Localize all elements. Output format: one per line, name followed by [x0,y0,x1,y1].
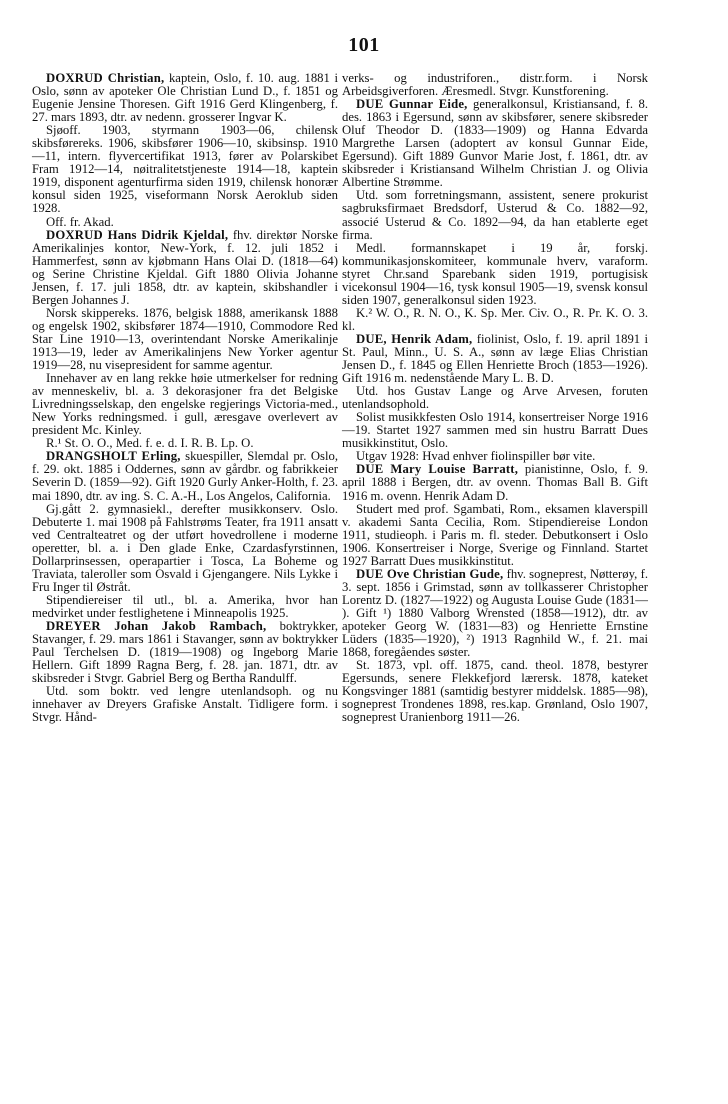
entry-text: skuespiller, Slemdal pr. Oslo, f. 29. okt. 1885 i Oddernes, sønn av gårdbr. og fabrikkeier Severin D. (1859—92). Gift 1920 Gurly Anker-Holth, f. 23. mai 1890, dtr. av ing. S. C. A.-H., Los Angelos, California. [32,449,338,503]
biography-paragraph [32,594,338,620]
entry-text: Norsk skippereks. 1876, belgisk 1888, amerikansk 1888 og engelsk 1902, skibsfører 1874—1910, Commodore Red Star Line 1910—13, overintendant Norske Amerikalinje 1913—19, leder av Amerikalinjens New Yorker agentur 1919—28, nu visepresident for samme agentur. [32,305,338,373]
entry-text: generalkonsul, Kristiansand, f. 8. des. 1863 i Egersund, sønn av skibsfører, senere skibsreder Oluf Theodor D. (1833—1909) og Hanna Edvarda Margrethe Larsen (adoptert av konsul Gunnar Eide, Egersund). Gift 1889 Gunvor Marie Jost, f. 1861, dtr. av skibsreder i Kristiansand Wilhelm Christian J. og Olivia Albertine Strømme. [342,97,648,190]
entry-name: DUE, Henrik Adam, [356,331,473,346]
biography-paragraph [342,72,648,98]
biography-entry [32,229,338,307]
entry-text: Utd. som forretningsmann, assistent, senere prokurist sagbruksfirmaet Bredsdorf, Usterud & Co. 1882—92, associé Usterud & Co. 1892—94, da han etablerte eget firma. [342,188,648,242]
biography-paragraph [342,242,648,307]
entry-text: St. 1873, vpl. off. 1875, cand. theol. 1878, bestyrer Egersunds, senere Flekkefjord lærersk. 1878, kateket Kongsvinger 1881 (samtidig bestyrer middelsk. 1885—98), sogneprest Trondenes 1898, res.kap. Grønland, Oslo 1907, sogneprest Uranienborg 1911—26. [342,658,648,725]
biography-paragraph [342,503,648,568]
entry-name: DUE Gunnar Eide, [356,97,468,112]
entry-name: DUE Mary Louise Barratt, [356,462,519,477]
biography-paragraph [342,659,648,724]
entry-text: fhv. sogneprest, Nøtterøy, f. 3. sept. 1856 i Grimstad, sønn av tollkasserer Christopher Lorentz D. (1827—1922) og Augusta Louise Gude (1831— ). Gift ¹) 1880 Valborg Wrensted (1858—1912), dtr. av apoteker Georg W. (1831—83) og Henriette Ernstine Lüders (1835—1920), ²) 1913 Ragnhild W., f. 21. mai 1868, foregåendes søster. [342,566,648,660]
biography-entry [342,463,648,502]
entry-name: DREYER Johan Jakob Rambach, [46,618,267,633]
entry-text: Off. fr. Akad. [46,214,114,229]
biography-paragraph [342,385,648,411]
biography-paragraph [32,685,338,724]
biography-paragraph [342,411,648,450]
entry-name: DOXRUD Hans Didrik Kjeldal, [46,227,229,242]
entry-text: boktrykker, Stavanger, f. 29. mars 1861 i Stavanger, sønn av boktrykker Paul Terchelsen D. (1819—1908) og Ingeborg Marie Hellern. Gift 1899 Ragna Berg, f. 28. jan. 1871, dtr. av skibsreder i Stvgr. Gabriel Berg og Bertha Randulff. [32,618,338,686]
biography-paragraph [32,503,338,594]
entry-text: fhv. direktør Norske Amerikalinjes kontor, New-York, f. 12. juli 1852 i Hammerfest, sønn av kjøbmann Hans Olai D. (1818—64) og Serine Christine Kjeldal. Gift 1880 Olivia Johanne Jensen, f. 17. juli 1858, dtr. av kaptein, skibshandler i Bergen Johannes J. [32,227,338,307]
entry-name: DOXRUD Christian, [46,71,165,85]
biography-entry [342,98,648,189]
entry-text: Studert med prof. Sgambati, Rom., eksamen klaverspill v. akademi Santa Cecilia, Rom. Stipendiereise London 1911, studieoph. i Paris m. fl. steder. Debutkonsert i Oslo 1906. Konsertreiser i Norge, Sverige og Finnland. Startet 1927 Barratt Dues musikkinstitut. [342,501,648,568]
biography-paragraph [342,189,648,241]
entry-name: DRANGSHOLT Erling, [46,449,181,464]
biography-entry [32,72,338,124]
biography-entry [32,450,338,502]
entry-text: kaptein, Oslo, f. 10. aug. 1881 i Oslo, sønn av apoteker Ole Christian Lund D., f. 1851 og Eugenie Jensine Thoresen. Gift 1916 Gerd Klingenberg, f. 27. mars 1893, dtr. av nedenn. grosserer Ingvar K. [32,71,338,125]
biography-paragraph [32,124,338,215]
entry-text: Utgav 1928: Hvad enhver fiolinspiller bør vite. [356,449,596,464]
entry-text: Sjøoff. 1903, styrmann 1903—06, chilensk skibsførereks. 1906, skibsfører 1906—10, skibsinsp. 1910—11, intern. flyvercertifikat 1913, fører av Polarskibet Fram 1912—14, nøitralitetstjeneste 1914—18, kaptein 1919, disponent agenturfirma siden 1919, chilensk honorær konsul siden 1925, viseformann Norsk Aeroklub siden 1928. [32,123,338,216]
biography-entry [342,568,648,659]
entry-text: Gj.gått 2. gymnasiekl., derefter musikkonserv. Oslo. Debuterte 1. mai 1908 på Fahlstrøms Teater, fra 1911 ansatt ved Centralteatret og der utført hovedrollene i moderne operetter, bl. a. i Den glade Enke, Czardasfyrstinnen, Dollarprinsessen, operapartier i Tosca, La Boheme og Traviata, taleroller som Osvald i Gjengangere. Nils Lykke i Fru Inger til Østråt. [32,501,338,594]
entry-text: Utd. som boktr. ved lengre utenlandsoph. og nu innehaver av Dreyers Grafiske Anstalt. Tidligere form. i Stvgr. Hånd- [32,684,338,725]
entry-text: K.² W. O., R. N. O., K. Sp. Mer. Civ. O., R. Pr. K. O. 3. kl. [342,305,648,333]
entry-text: Innehaver av en lang rekke høie utmerkelser for redning av menneskeliv, bl. a. 3 dekorasjoner fra det Belgiske Livredningsselskap, den engelske regjerings Victoria-med., New Yorks redningsmed. i gull, æresgave overlevert av president Mc. Kinley. [32,371,338,438]
entry-text: Solist musikkfesten Oslo 1914, konsertreiser Norge 1916—19. Startet 1927 sammen med sin hustru Barratt Dues musikkinstitut, Oslo. [342,410,648,451]
entry-text: Medl. formannskapet i 19 år, forskj. kommunikasjonskomiteer, kommunale hverv, varaform. styret Chr.sand Sparebank siden 1919, portugisisk vicekonsul 1904—16, tysk konsul 1905—19, svensk konsul siden 1907, generalkonsul siden 1923. [342,240,648,307]
entry-text: Stipendiereiser til utl., bl. a. Amerika, hvor han medvirket under festlighetene i Minneapolis 1925. [32,592,338,620]
biography-paragraph [32,307,338,372]
biography-paragraph [32,372,338,437]
entry-name: DUE Ove Christian Gude, [356,566,504,581]
biography-entry [32,620,338,685]
page-number: 101 [348,34,380,56]
biography-entry [342,333,648,385]
right-column [342,72,648,724]
entry-text: Utd. hos Gustav Lange og Arve Arvesen, foruten utenlandsophold. [342,384,648,412]
left-column [32,72,338,724]
entry-text: verks- og industriforen., distr.form. i Norsk Arbeidsgiverforen. Æresmedl. Stvgr. Kunstforening. [342,71,648,99]
biography-paragraph [342,307,648,333]
entry-text: R.¹ St. O. O., Med. f. e. d. I. R. B. Lp. O. [46,436,254,451]
entry-text: pianistinne, Oslo, f. 9. april 1888 i Bergen, dtr. av ovenn. Thomas Ball B. Gift 1916 m. ovenn. Henrik Adam D. [342,462,648,503]
entry-text: fiolinist, Oslo, f. 19. april 1891 i St. Paul, Minn., U. S. A., sønn av læge Elias Christian Jensen D., f. 1845 og Ellen Henriette Broch (1853—1926). Gift 1916 m. nedenstående Mary L. B. D. [342,331,648,386]
